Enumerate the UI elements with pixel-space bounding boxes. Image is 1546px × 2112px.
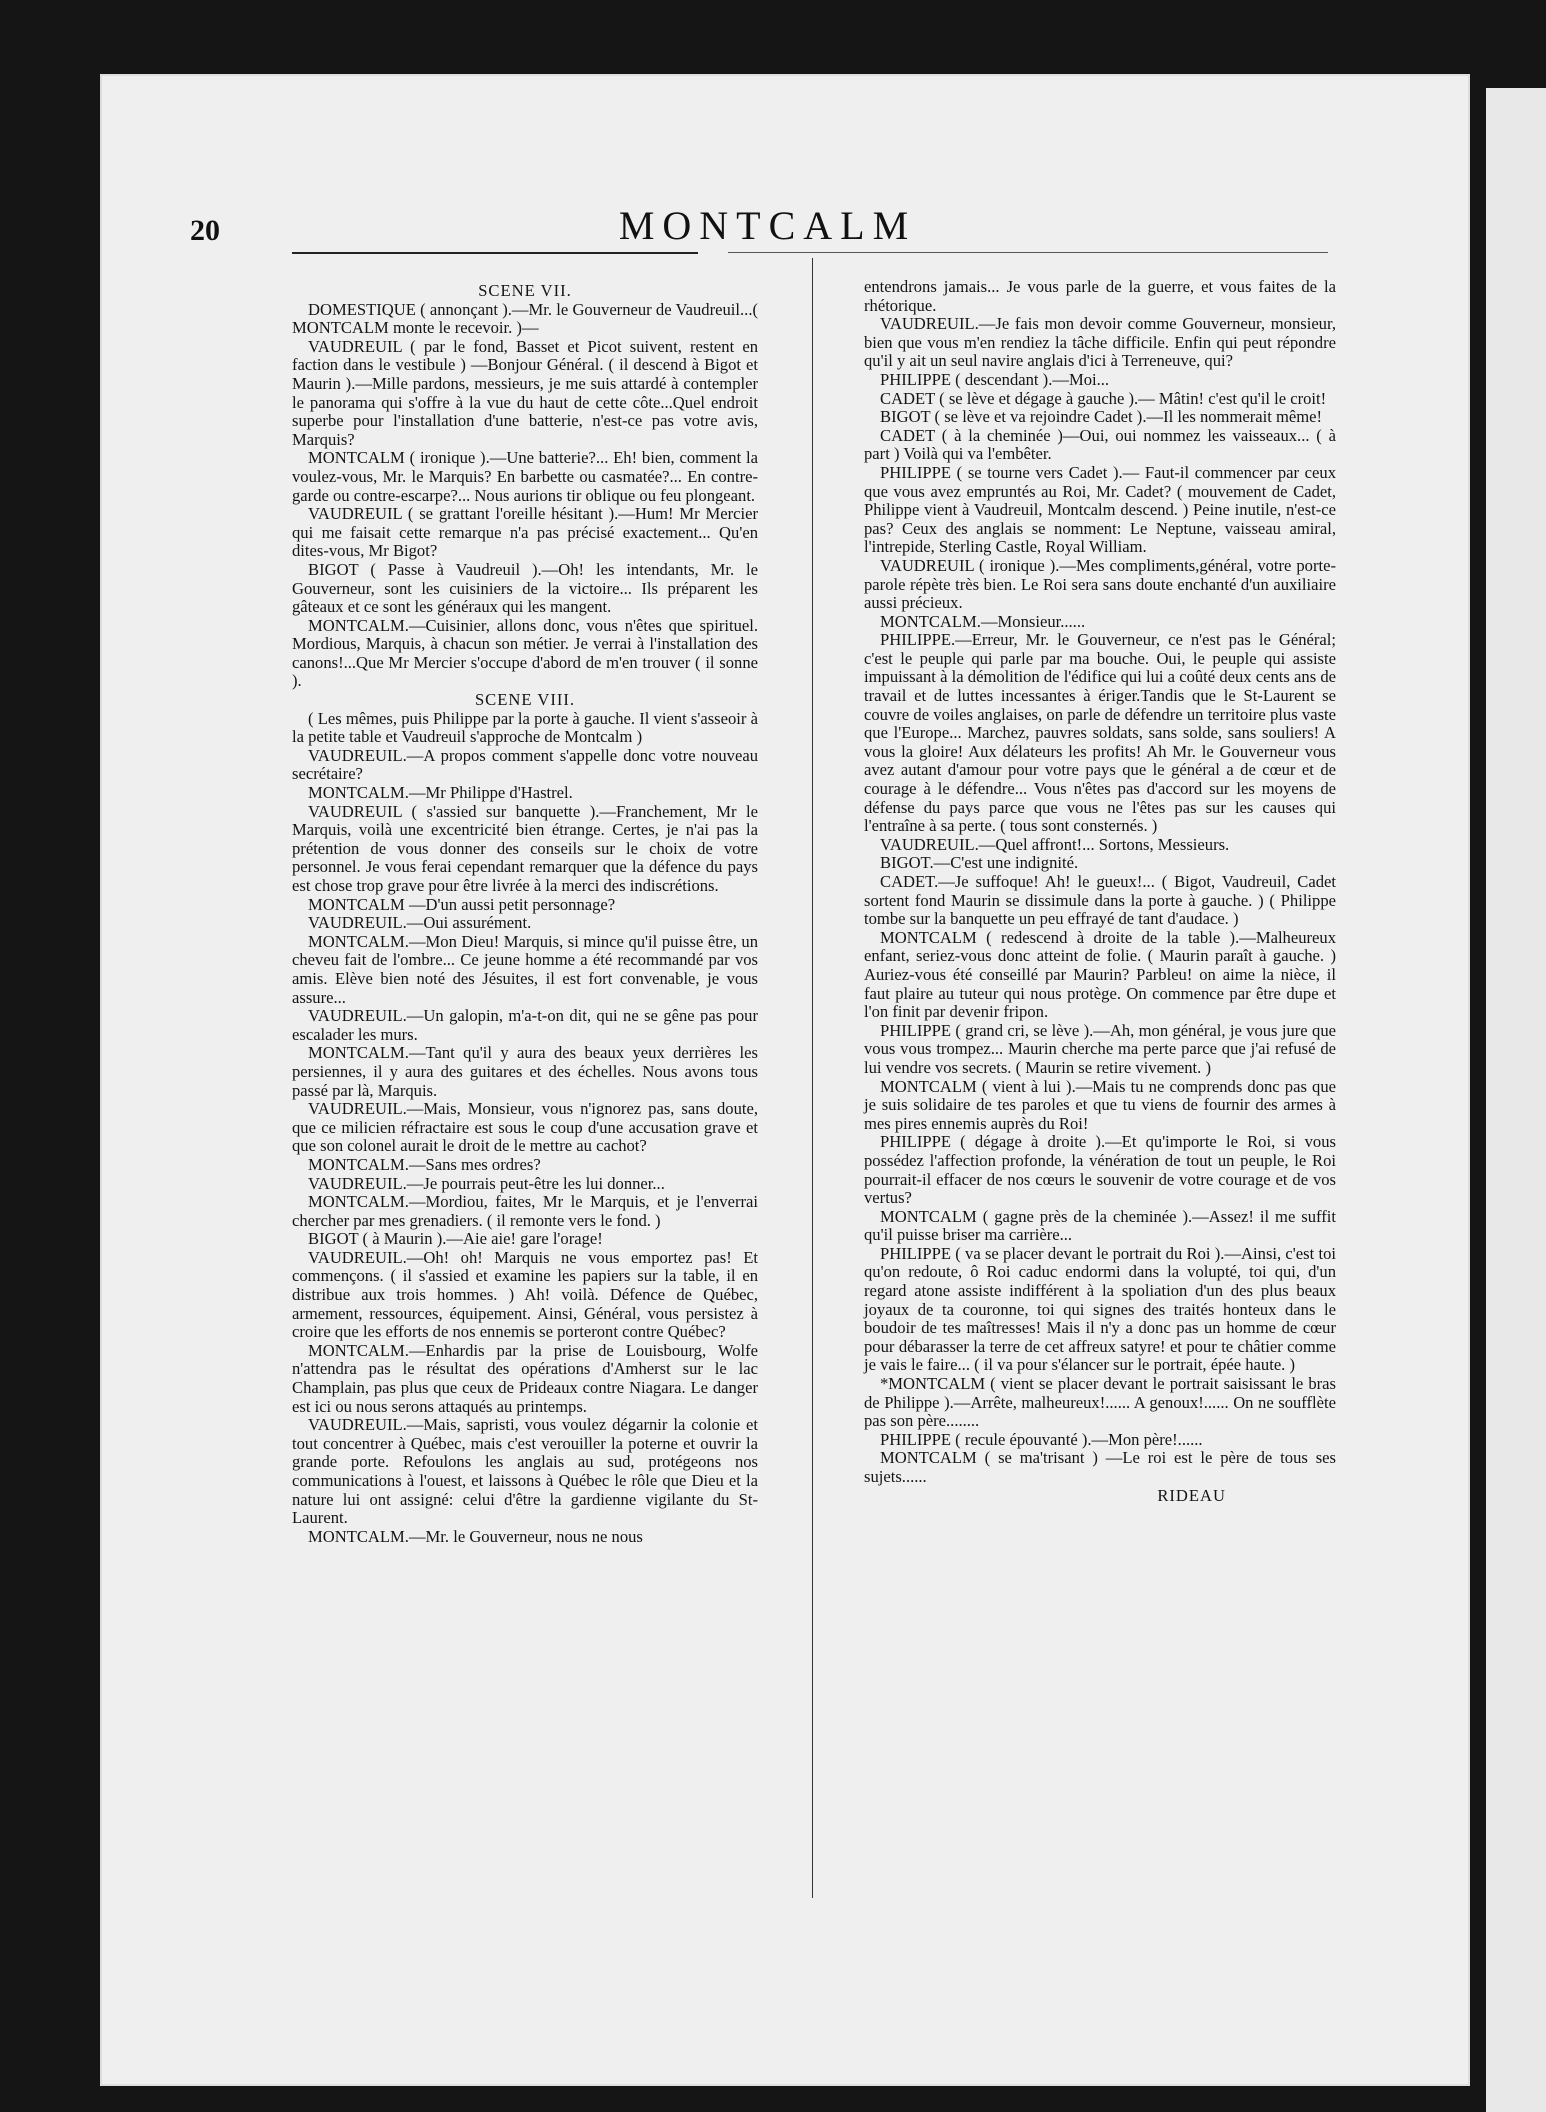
dialogue-paragraph: BIGOT.—C'est une indignité. xyxy=(880,853,1079,873)
page-number: 20 xyxy=(190,214,220,247)
dialogue-paragraph: VAUDREUIL ( ironique ).—Mes compliments,général, votre porte-parole répète très bien. Le Roi sera sans doute enchanté d'un auxiliaire aussi précieux. xyxy=(864,555,1336,613)
scene-heading: SCENE VII. xyxy=(478,281,572,300)
dialogue-paragraph: VAUDREUIL ( s'assied sur banquette ).—Franchement, Mr le Marquis, voilà une excentricité bien étrange. Certes, je n'ai pas la prétention de vous donner des conseils sur le choix de votre personnel. Je vous ferai cependant remarquer que la défence du pays est chose trop grave pour être livrée à la merci des indiscrétions. xyxy=(292,801,758,895)
dialogue-paragraph: MONTCALM ( vient à lui ).—Mais tu ne comprends donc pas que je suis solidaire de tes paroles et que tu viens de fournir des armes à mes pires ennemis auprès du Roi! xyxy=(864,1076,1336,1133)
dialogue-paragraph: MONTCALM.—Mordiou, faites, Mr le Marquis, et je l'enverrai chercher par mes grenadiers. ( il remonte vers le fond. ) xyxy=(292,1192,758,1230)
dialogue-paragraph: MONTCALM ( redescend à droite de la table ).—Malheureux enfant, seriez-vous donc atteint de folie. ( Maurin paraît à gauche. ) Auriez-vous été conseillé par Maurin? Parbleu! on aime la nièce, il faut plaire au tuteur qui nous protège. On commence par être dupe et l'on finit par devenir fripon. xyxy=(864,927,1336,1022)
header-rule-right xyxy=(728,252,1328,253)
running-title: MONTCALM xyxy=(618,203,917,248)
dialogue-paragraph: CADET ( à la cheminée )—Oui, oui nommez les vaisseaux... ( à part ) Voilà qui va l'embêter. xyxy=(864,425,1336,464)
dialogue-paragraph: MONTCALM.—Sans mes ordres? xyxy=(308,1154,541,1174)
dialogue-paragraph: MONTCALM —D'un aussi petit personnage? xyxy=(308,894,616,914)
curtain-line: RIDEAU xyxy=(1157,1485,1226,1505)
dialogue-paragraph: MONTCALM.—Cuisinier, allons donc, vous n'êtes que spirituel. Mordious, Marquis, à chacun son métier. Je verrai à l'installation des canons!...Que Mr Mercier s'occupe d'abord de m'en trouver ( il sonne ). xyxy=(292,615,758,691)
dialogue-paragraph: MONTCALM ( gagne près de la cheminée ).—Assez! il me suffit qu'il puisse briser ma carrière... xyxy=(864,1206,1336,1245)
dialogue-paragraph: MONTCALM.—Mr. le Gouverneur, nous ne nous xyxy=(308,1526,643,1546)
dialogue-paragraph: MONTCALM.—Monsieur...... xyxy=(880,611,1086,631)
continued-text: entendrons jamais... Je vous parle de la guerre, et vous faites de la rhétorique. xyxy=(864,277,1336,315)
dialogue-paragraph: CADET.—Je suffoque! Ah! le gueux!... ( Bigot, Vaudreuil, Cadet sortent fond Maurin se dissimule dans la porte à gauche. ) ( Philippe tombe sur la banquette un peu effrayé de tant d'audace. ) xyxy=(864,872,1336,929)
dialogue-paragraph: VAUDREUIL.—Je pourrais peut-être les lui donner... xyxy=(308,1173,665,1193)
dialogue-paragraph: VAUDREUIL.—Un galopin, m'a-t-on dit, qui ne se gêne pas pour escalader les murs. xyxy=(292,1006,758,1044)
dialogue-paragraph: *MONTCALM ( vient se placer devant le portrait saisissant le bras de Philippe ).—Arrête, malheureux!...... A genoux!...... On ne soufflète pas son père........ xyxy=(864,1374,1336,1431)
dialogue-paragraph: PHILIPPE ( va se placer devant le portrait du Roi ).—Ainsi, c'est toi qu'on redoute, ô Roi caduc endormi dans la volupté, toi qui, d'un regard atone assiste indifférent à la spoliation d'un des plus beaux joyaux de ta couronne, toi qui signes des traités honteux dans le boudoir de tes maîtresses! Mais il n'y a donc pas un homme de cœur pour débarasser la terre de cet affreux satyre! et pour te châtier comme je vais le faire... ( il va pour s'élancer sur le portrait, épée haute. ) xyxy=(864,1243,1336,1375)
dialogue-paragraph: PHILIPPE ( descendant ).—Moi... xyxy=(880,369,1110,389)
dialogue-paragraph: VAUDREUIL.—Oui assurément. xyxy=(308,913,532,933)
dialogue-paragraph: PHILIPPE ( dégage à droite ).—Et qu'importe le Roi, si vous possédez l'affection profonde, la vénération de tout un peuple, le Roi pourrait-il effacer de nos cœurs le souvenir de votre courage et de vos vertus? xyxy=(864,1132,1336,1208)
dialogue-paragraph: BIGOT ( Passe à Vaudreuil ).—Oh! les intendants, Mr. le Gouverneur, sont les cuisiniers de la victoire... Ils préparent les gâteaux et ce sont les généraux qui les mangent. xyxy=(292,559,758,617)
dialogue-paragraph: VAUDREUIL ( par le fond, Basset et Picot suivent, restent en faction dans le vestibule ) —Bonjour Général. ( il descend à Bigot et Maurin ).—Mille pardons, messieurs, je me suis attardé à contempler le panorama qui s'offre à la vue du haut de cette côte...Quel endroit superbe pour l'installation d'une batterie, n'est-ce pas votre avis, Marquis? xyxy=(292,336,758,449)
page-header xyxy=(190,200,1345,250)
dialogue-paragraph: MONTCALM.—Enhardis par la prise de Louisbourg, Wolfe n'attendra pas le résultat des opérations d'Amherst sur le lac Champlain, pas plus que ceux de Prideaux contre Niagara. Le danger est ici ou nous serons attaqués au printemps. xyxy=(292,1340,758,1416)
dialogue-paragraph: MONTCALM.—Mon Dieu! Marquis, si mince qu'il puisse être, un cheveu fait de l'ombre... Ce jeune homme a été recommandé par vos amis. Elève bien noté des Jésuites, il est fort convenable, je vous assure... xyxy=(292,931,758,1007)
dialogue-paragraph: MONTCALM.—Tant qu'il y aura des beaux yeux derrières les persiennes, il y aura des guitares et des échelles. Nous avons tous passé par là, Marquis. xyxy=(292,1043,758,1100)
dialogue-paragraph: VAUDREUIL.—Je fais mon devoir comme Gouverneur, monsieur, bien que vous m'en rendiez la tâche difficile. Enfin qui peut répondre qu'il y ait un seul navire anglais d'ici à Terreneuve, qui? xyxy=(864,314,1336,371)
dialogue-paragraph: MONTCALM.—Mr Philippe d'Hastrel. xyxy=(308,783,573,803)
dialogue-paragraph: PHILIPPE.—Erreur, Mr. le Gouverneur, ce n'est pas le Général; c'est le peuple qui parle par ma bouche. Oui, le peuple qui assiste impuissant à la démolition de l'édifice qui lui a coûté deux cents ans de travail et de luttes incessantes à ériger.Tandis que le St-Laurent se couvre de voiles anglaises, on parle de défendre un territoire plus vaste que l'Europe... Marchez, pauvres soldats, sans solde, sans souliers! A vous la gloire! Aux délateurs les profits! Ah Mr. le Gouverneur vous avez autant d'amour pour votre pays que le général a de cœur et de courage à le défendre... Vous n'êtes pas d'accord sur les moyens de défense du pays parce que vous ne l'êtes pas sur les causes qui l'entraîne à sa perte. ( tous sont consternés. ) xyxy=(864,630,1336,836)
dialogue-paragraph: PHILIPPE ( se tourne vers Cadet ).— Faut-il commencer par ceux que vous avez empruntés au Roi, Mr. Cadet? ( mouvement de Cadet, Philippe vient à Vaudreuil, Montcalm descend. ) Peine inutile, n'est-ce pas? Ceux des anglais se nomment: Le Neptune, vaisseau amiral, l'intrepide, Sterling Castle, Royal William. xyxy=(864,462,1336,557)
dialogue-paragraph: MONTCALM ( se ma'trisant ) —Le roi est le père de tous ses sujets...... xyxy=(864,1448,1336,1486)
header-rule-left xyxy=(292,252,698,254)
dialogue-paragraph: VAUDREUIL.—Oh! oh! Marquis ne vous emportez pas! Et commençons. ( il s'assied et examine les papiers sur la table, il en distribue aux trois hommes. ) Ah! voilà. Défence de Québec, armement, ressources, équipement. Ainsi, Général, vous persistez à croire que les efforts de nos ennemis se porteront contre Québec? xyxy=(292,1247,758,1342)
dialogue-paragraph: ( Les mêmes, puis Philippe par la porte à gauche. Il vient s'asseoir à la petite table et Vaudreuil s'approche de Montcalm ) xyxy=(292,708,758,747)
dialogue-paragraph: BIGOT ( à Maurin ).—Aie aie! gare l'orage! xyxy=(308,1229,603,1249)
dialogue-paragraph: VAUDREUIL ( se grattant l'oreille hésitant ).—Hum! Mr Mercier qui me faisait cette remarque n'a pas précisé exactement... Qu'en dites-vous, Mr Bigot? xyxy=(292,504,758,561)
dialogue-paragraph: BIGOT ( se lève et va rejoindre Cadet ).—Il les nommerait même! xyxy=(880,407,1323,427)
dialogue-paragraph: MONTCALM ( ironique ).—Une batterie?... Eh! bien, comment la voulez-vous, Mr. le Marquis? En barbette ou casmatée?... En contre-garde ou contre-escarpe?... Nous aurions tir oblique ou feu plongeant. xyxy=(292,448,758,505)
dialogue-paragraph: VAUDREUIL.—A propos comment s'appelle donc votre nouveau secrétaire? xyxy=(292,745,758,784)
dialogue-paragraph: DOMESTIQUE ( annonçant ).—Mr. le Gouverneur de Vaudreuil...( MONTCALM monte le recevoir. )— xyxy=(292,299,758,338)
dialogue-paragraph: VAUDREUIL.—Quel affront!... Sortons, Messieurs. xyxy=(880,834,1230,854)
dialogue-paragraph: CADET ( se lève et dégage à gauche ).— Mâtin! c'est qu'il le croit! xyxy=(880,388,1327,408)
adjacent-page-edge xyxy=(1486,88,1546,2112)
dialogue-paragraph: PHILIPPE ( recule épouvanté ).—Mon père!...... xyxy=(880,1429,1203,1449)
column-divider xyxy=(812,258,813,1898)
dialogue-paragraph: VAUDREUIL.—Mais, Monsieur, vous n'ignorez pas, sans doute, que ce milicien réfractaire est sous le coup d'une accusation grave et que son colonel aurait le droit de le mettre au cachot? xyxy=(292,1099,758,1156)
left-column xyxy=(292,282,758,1546)
right-column xyxy=(864,278,1336,1505)
dialogue-paragraph: VAUDREUIL.—Mais, sapristi, vous voulez dégarnir la colonie et tout concentrer à Québec, mais c'est verouiller la poterne et ouvrir la grande porte. Refoulons les anglais au sud, protégeons nos communications à l'ouest, et laissons à Québec le rôle que Dieu et la nature lui ont assigné: celui d'être la gardienne vigilante du St-Laurent. xyxy=(292,1415,758,1528)
scene-heading: SCENE VIII. xyxy=(474,690,576,710)
dialogue-paragraph: PHILIPPE ( grand cri, se lève ).—Ah, mon général, je vous jure que vous vous trompez... Maurin cherche ma perte parce que j'ai refusé de lui vendre vos secrets. ( Maurin se retire vivement. ) xyxy=(864,1020,1336,1077)
